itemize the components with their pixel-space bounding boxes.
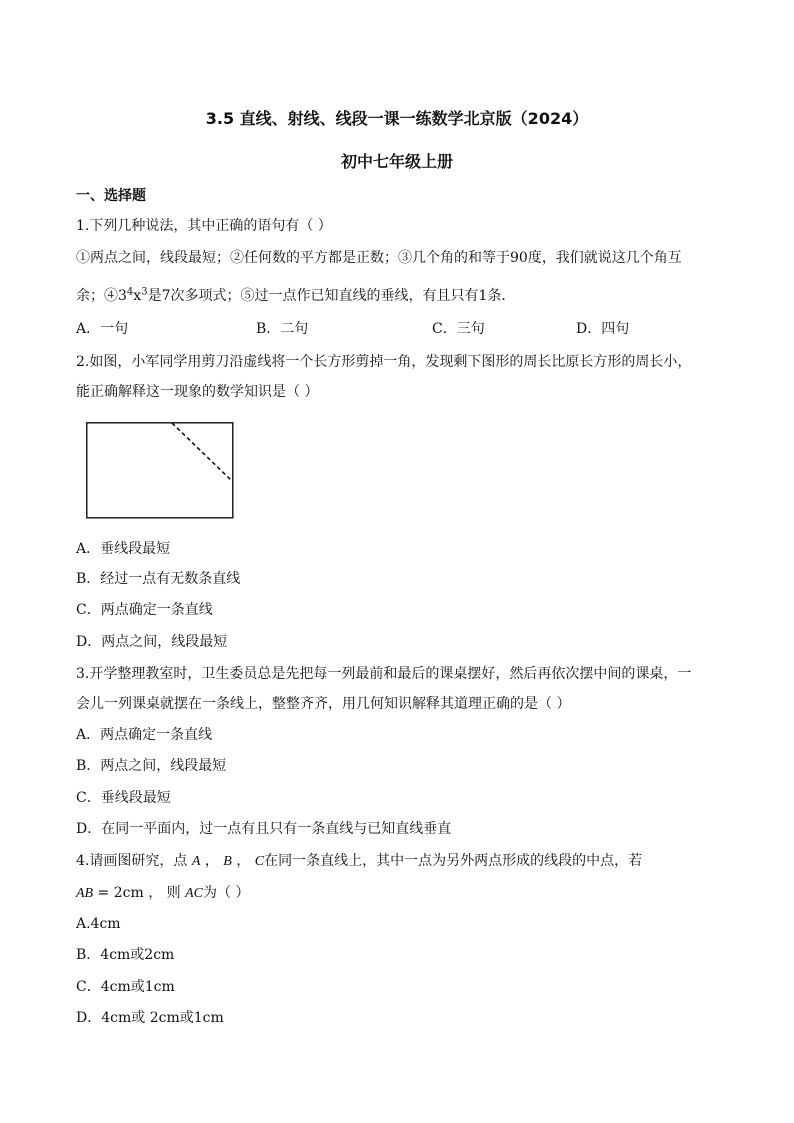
q1-text-a: 余；④3	[76, 288, 127, 304]
q4-cond-target: AC	[185, 886, 204, 901]
q1-option-b: B．二句	[256, 321, 309, 337]
q3-stem-line1: 3.开学整理教室时，卫生委员总是先把每一列最前和最后的课桌摆好，然后再依次摆中间的课桌，一	[76, 666, 692, 682]
q4-stem-line2	[76, 883, 249, 904]
q4-cond-sep: ， 则	[148, 885, 181, 901]
q2-option-c: C．两点确定一条直线	[76, 602, 213, 618]
q1-text-c: 是7次多项式；⑤过一点作已知直线的垂线，有且只有1条．	[147, 288, 516, 304]
q4-stem-line1	[76, 851, 642, 872]
q3-stem-line2: 会儿一列课桌就摆在一条线上，整整齐齐，用几何知识解释其道理正确的是（ ）	[76, 696, 571, 712]
q1-text-b: x	[133, 288, 142, 304]
cut-dashed-line	[172, 423, 233, 482]
rectangle-figure	[86, 422, 236, 520]
q4-point-b: B	[223, 854, 232, 869]
q1-sup-2: 3	[141, 286, 148, 298]
section-heading: 一、选择题	[76, 188, 146, 204]
q3-option-d: D．在同一平面内，过一点有且只有一条直线与已知直线垂直	[76, 821, 452, 837]
q1-statements-line2	[76, 286, 515, 306]
rectangle-outline	[87, 423, 233, 518]
q4-point-c: C	[254, 854, 265, 869]
q4-option-b: B．4cm或2cm	[76, 947, 175, 963]
q1-option-c: C．三句	[432, 321, 485, 337]
q2-option-b: B．经过一点有无数条直线	[76, 571, 241, 587]
q4-sep-1: ，	[204, 853, 219, 869]
document-title: 3.5 直线、射线、线段一课一练数学北京版（2024）	[205, 109, 589, 128]
q4-text-b: 在同一条直线上，其中一点为另外两点形成的线段的中点，若	[264, 853, 643, 869]
q1-sup-1: 4	[126, 286, 134, 298]
q2-option-a: A．垂线段最短	[76, 541, 171, 557]
q1-statements-line1: ①两点之间，线段最短；②任何数的平方都是正数；③几个角的和等于90度，我们就说这几个角互	[76, 250, 682, 266]
q3-option-b: B．两点之间，线段最短	[76, 758, 227, 774]
q4-option-d: D．4cm或 2cm或1cm	[76, 1010, 224, 1026]
q4-cond-tail: 为（ ）	[203, 885, 250, 901]
q1-option-d: D．四句	[576, 321, 630, 337]
q2-stem-line2: 能正确解释这一现象的数学知识是（ ）	[76, 384, 319, 400]
q4-cond-lhs: AB	[76, 886, 94, 901]
document-subtitle: 初中七年级上册	[340, 152, 453, 171]
q4-option-a: A.4cm	[76, 916, 121, 932]
q2-stem-line1: 2.如图，小军同学用剪刀沿虚线将一个长方形剪掉一角，发现剩下图形的周长比原长方形的周长小，	[76, 354, 692, 370]
q1-stem: 1.下列几种说法，其中正确的语句有（ ）	[76, 218, 332, 234]
q3-option-a: A．两点确定一条直线	[76, 727, 213, 743]
q4-sep-2: ，	[236, 853, 251, 869]
q3-option-c: C．垂线段最短	[76, 790, 171, 806]
q4-text-a: 4.请画图研究，点	[76, 853, 188, 869]
q2-option-d: D．两点之间，线段最短	[76, 634, 228, 650]
q4-option-c: C．4cm或1cm	[76, 979, 175, 995]
q1-option-a: A．一句	[76, 321, 129, 337]
q4-cond-rhs: = 2cm	[93, 885, 144, 901]
q4-point-a: A	[191, 854, 201, 869]
